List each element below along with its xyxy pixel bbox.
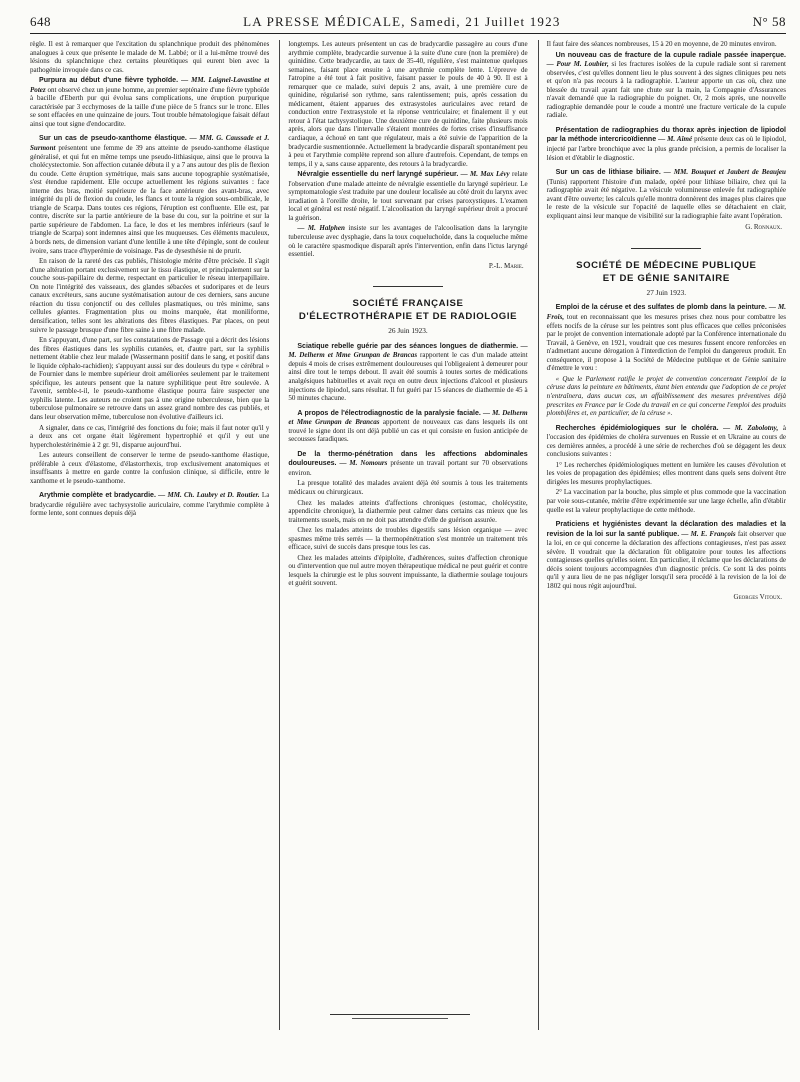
paragraph: La presque totalité des malades avaient déjà été soumis à tous les traitements médicaux ou chirurgicaux. (288, 479, 528, 496)
paragraph: longtemps. Les auteurs présentent un cas de bradycardie passagère au cours d'une arythmie complète, bradycardie survenue à la suite d'une cure (non la première) de quinidine. Cette bradycardie, au taux de 35-40, régulière, s'est maintenue quelques semaines, faisant place ensuite à une arythmie complète lente. L'épreuve de l'atropine a été tout à fait positive, faisant passer le pouls de 40 à 90. Il est à remarquer que ce malade, suivi depuis 2 ans, avait, à une première cure de quinidine, régularisé son rythme, sans ralentissement; puis, après cessation du médicament, étaient apparues des extrasystoles auriculaires avec retard de conduction entre l'extrasystole et la réponse ventriculaire; et finalement il y eut retour à l'état tachysystolique. Une deuxième cure de quinidine, faite plusieurs mois après, alors que dans l'intervalle s'étaient montrées de fortes crises d'insuffisance cardiaque, a échoué en tant que régulateur, mais a été suivie de l'apparition de la bradycardie susmentionnée. Actuellement la bradycardie disparaît spontanément peu à peu et l'arythmie complète reprend son allure d'autrefois. Cependant, de temps en temps, il y a, sans cause apparente, des retours à la bradycardie. (288, 40, 528, 168)
article-title: Sur un cas de lithiase biliaire. (555, 169, 661, 177)
society-name: SOCIÉTÉ FRANÇAISE (352, 298, 464, 310)
issue-date: Samedi, 21 Juillet 1923 (410, 14, 561, 29)
paragraph: règle. Il est à remarquer que l'excitation du splanchnique produit des phénomènes analogues à ceux que présente le malade de M. Labbé; or il a lui-même trouvé des lésions du splanchnique chez certains pleurétiques qui eurent bien avec la pathogénie invoquée dans ce cas. (30, 40, 270, 74)
article-lithiase (547, 168, 786, 232)
article-authors: — M. Frois, (546, 303, 786, 322)
article-text: à l'occasion des épidémies de choléra survenues en Russie et en Ukraine au cours de ces dernières années, a procédé à une série de recherches d'où se dégagent les deux conclusions suivantes : (546, 423, 786, 459)
article-authors: — MM. G. Caussade et J. Surmont (30, 134, 270, 153)
paragraph: Chez les malades atteints d'épiploïte, d'adhérences, suites d'affection chronique ou d'intervention que nul autre moyen thérapeutique médical ne peut guérir et contre lesquels la chirurgie est le plus souvent impuissante, la diathermie soulage toujours et guérit souvent. (288, 553, 528, 588)
column-3 (538, 40, 786, 1030)
society-name: ET DE GÉNIE SANITAIRE (602, 272, 730, 284)
article-ceruse (547, 303, 786, 417)
bottom-divider (330, 1014, 470, 1015)
article-authors: — MM. Laignel-Lavastine et Potez (30, 76, 270, 94)
article-authors: — M. Delherm et Mme Grunpan de Brancas (288, 408, 528, 427)
article-text: rapportent le cas d'un malade atteint depuis 4 mois de crises extrêmement douloureuses qui l'obligeaient à demeurer pour ainsi dire tout le temps debout. Il avait été soumis à toutes sortes de médications analgésiques habituelles et avait reçu en outre deux injections d'alcool et plusieurs injections de lipiodol, sans résultat. Il fut guéri par 15 séances de diathermie de 45 à 50 minutes chacune. (288, 351, 528, 403)
article-title: De la thermo-pénétration dans les affections abdominales douloureuses. (288, 450, 528, 468)
article-title: Sciatique rebelle guérie par des séances longues de diathermie. (297, 342, 519, 350)
paragraph: En raison de la rareté des cas publiés, l'histologie mérite d'être précisée. Il s'agit d'une altération portant exclusivement sur le tissu élastique, et principalement sur la couche sous-papillaire du derme, respectant en particulier le réseau interpapillaire. On note l'intégrité des vaisseaux, des glandes sébacées et sudoripares et de leurs canaux excréteurs, sans aucune systématisation autour de ces derniers, sans aucune réaction du tissu conjonctif ou des cellules plasmatiques, ou très minime, sans cellules géantes. Fragmentation plus ou moins marquée, état moniliforme, densification, telles sont les altérations des fibres élastiques. Par places, on peut suivre le passage brusque d'une fibre saine à une fibre malade. (30, 257, 270, 334)
article-text: présentent une femme de 39 ans atteinte de pseudo-xanthome élastique généralisé, et qui fut en même temps une pseudo-lithiasique, ainsi que le prouva la cholécystectomie. Son affection cutanée débuta il y a 7 ans autour des plis de flexion du coude. Cette éruption symétrique, mais sans aucune topographie systématisée, s'est étendue rapidement. Elle occupe actuellement les régions suivantes : face interne des bras, moitié supérieure de la face antérieure des avant-bras, avec intégrité du pli de flexion du coude, les flancs et toute la région sous-ombilicale, le triangle de Scarpa. Dans toutes ces régions, l'éruption est confluente. Elle est, par contre, discrète sur la partie antérieure de la base du cou, sur la poitrine et sur la partie supérieure de l'abdomen. La face, le dos et les membres inférieurs (sauf le triangle de Scarpa) sont indemnes ainsi que les muqueuses. Ces éléments maculeux, à bords nets, de dimension variant d'une lentille à une tête d'épingle, sont de couleur ivoire, sans trace d'hyperémie de voisinage. Pas de dysesthésie ni de prurit. (30, 144, 270, 255)
article-authors: — M. Max Lévy (460, 170, 510, 179)
article-title: Recherches épidémiologiques sur le choléra. (555, 424, 719, 432)
article-arythmie (30, 491, 269, 518)
divider (631, 248, 701, 249)
article-text: fait observer que la loi, en ce qui concerne la déclaration des affections contagieuses, n'est pas assez sévère. Il voudrait que la déclaration fût obligatoire pour toutes les affections contagieuses quelles qu'elles soient. En particulier, il réclame que les déclarations de décès soient toujours accompagnées d'un diagnostic précis. Ce sont là des points qu'il y aura lieu de ne pas négliger lorsqu'il sera procédé à la revision de la loi de 1802 qui nous régit aujourd'hui. (546, 529, 786, 590)
article-title: Arythmie complète et bradycardie. (39, 492, 156, 500)
journal-title (243, 14, 560, 30)
article-authors: — M. Halphen (297, 224, 345, 233)
article-title: Un nouveau cas de fracture de la cupule radiale passée inaperçue. (555, 51, 786, 59)
article-title: Sur un cas de pseudo-xanthome élastique. (39, 135, 187, 143)
article-authors: — M. Zabolotny, (723, 423, 779, 432)
article-electrodiagnostic (288, 409, 527, 444)
society-name: D'ÉLECTROTHÉRAPIE ET DE RADIOLOGIE (298, 311, 518, 323)
article-authors: — MM. Ch. Laubry et D. Routier. (158, 491, 260, 500)
page-header (30, 14, 786, 34)
article-title: Présentation de radiographies du thorax après injection de lipiodol par la méthode intercricoïdienne (546, 126, 786, 144)
article-authors: — M. Delherm et Mme Grunpan de Brancas (288, 341, 528, 360)
article-nevralgie (288, 170, 527, 270)
quoted-resolution: « Que le Parlement ratifie le projet de convention concernant l'emploi de la céruse dans la peinture en bâtiments, étant bien entendu que l'adoption de ce projet n'entraînera, dans aucun cas, un affaiblissement des mesures préventives déjà prescrites en France par le Code du travail en ce qui concerne l'emploi des produits plombifères et, en particulier, de la céruse ». (546, 374, 786, 418)
article-title: A propos de l'électrodiagnostic de la paralysie faciale. (297, 409, 481, 417)
signature: Georges Vitoux. (733, 593, 782, 602)
society-heading (288, 286, 527, 336)
article-text: tout en reconnaissant que les mesures prises chez nous pour combattre les effets nocifs de la céruse sur les peintres sont plus efficaces que celles préconisées par le projet de convention internationale adopté par la Conférence internationale du Travail, à Genève, en 1921, voudrait que ces mesures fussent encore renforcées en n'admettant aucune dérogation à l'interdiction de l'emploi du dangereux produit. En conséquence, il propose à la Société de Médecine publique et de Génie sanitaire d'émettre le vœu : (546, 313, 786, 373)
paragraph: 1° Les recherches épidémiologiques mettent en lumière les causes d'évolution et les voies de propagation des épidémies; elles montrent dans quels sens doivent être dirigées les mesures prophylactiques. (546, 460, 786, 486)
article-cholera (547, 424, 786, 514)
article-text: (Tunis) rapportent l'histoire d'un malade, opéré pour lithiase biliaire, chez qui la radiographie avait été négative. La vésicule volumineuse enlevée fut radiographiée avant d'être ouverte; les calculs qu'elle montra donnèrent des images plus claires que le reste de la vésicule sur l'opacité de laquelle elles se détachaient en clair, expliquant ainsi leur manque de visibilité sur la radiographie faite avant l'opération. (546, 177, 786, 220)
article-text: si les fractures isolées de la cupule radiale sont si rarement observées, c'est qu'elles donnent lieu le plus souvent à des signes cliniques peu nets et qu'on n'a pas recours à la radiographie. L'auteur apporte un cas où, chez une blessée du travail ayant fait une chute sur la main, la Compagnie d'Assurances n'avait demandé que la radiographie du poignet. Or, 2 mois après, une nouvelle radiographie demandée pour le coude a montré une fracture verticale de la cupule radiale. (546, 60, 786, 120)
page-number: 648 (30, 14, 51, 29)
signature: P.-L. Marie. (488, 261, 524, 270)
paragraph: En s'appuyant, d'une part, sur les constatations de Passage qui a décrit des lésions des fibres élastiques dans les syphilis cutanées, et, d'autre part, sur la syphilis nettement établie chez leur malade (Wassermann positif dans le sang, et positif dans le liquide céphalo-rachidien); s'appuyant aussi sur des douleurs du type « cérébral » de Fournier dans le membre supérieur droit améliorées seulement par le traitement spécifique, les auteurs pensent que la nature syphilitique peut être soulevée. A l'avenir, semble-t-il, le pseudo-xanthome élastique pourra faire suspecter une syphilis latente. Les auteurs ne croient pas à une origine tuberculeuse, bien que la tuberculose pulmonaire se retrouve dans un assez grand nombre des cas publiés, et dans leur observation même, tuberculose non évolutive d'ailleurs ici. (30, 336, 270, 421)
article-text: relate l'observation d'une malade atteinte de névralgie essentielle du laryngé supérieur. Le symptomatologie s'est traduite par une douleur localisée au côté droit du larynx avec irradiation à l'oreille droite, le tout survenant par crises paroxystiques. L'examen local et général est resté négatif. L'alcoolisation du laryngé supérieur droit a procuré la guérison. (288, 170, 528, 222)
article-pseudo-xanthome (30, 134, 269, 485)
article-authors: — M. Aîmé (658, 135, 693, 144)
article-columns (30, 40, 786, 1030)
article-declaration (547, 520, 786, 602)
journal-name: LA PRESSE MÉDICALE, (243, 14, 406, 29)
article-text: présente un travail portant sur 70 observations environ. (288, 459, 528, 477)
signature: G. Ronnaux. (745, 223, 782, 232)
article-thermo-penetration (288, 450, 527, 588)
article-text: ont observé chez un jeune homme, au premier septénaire d'une fièvre typhoïde à bacille d'Eberth pur qui évolua sans complications, une éruption purpurique caractérisée par 3 ecchymoses de la taille d'une pièce de 5 francs sur le tronc. Elles se sont effacées en une quinzaine de jours. Tout trouble hématologique faisait défaut ainsi que tout signe d'endocardite. (30, 85, 270, 128)
divider (373, 286, 443, 287)
article-title: Emploi de la céruse et des sulfates de plomb dans la peinture. (555, 304, 767, 312)
article-authors: — MM. Bouquet et Jaubert de Beaujeu (663, 168, 786, 177)
article-text: présente deux cas où le lipiodol, injecté par l'arbre bronchique avec la plus grande précision, a permis de localiser la lésion et d'établir le diagnostic. (546, 135, 786, 162)
paragraph: Il faut faire des séances nombreuses, 15 à 20 en moyenne, de 20 minutes environ. (546, 40, 777, 48)
article-authors: — M. Nomours (339, 459, 388, 468)
issue-number: N° 58 (752, 14, 786, 29)
society-name: SOCIÉTÉ DE MÉDECINE PUBLIQUE (576, 259, 757, 271)
article-sciatique (288, 342, 527, 403)
article-authors: — M. E. François (681, 529, 736, 538)
article-purpura (30, 76, 269, 128)
article-cupule-radiale (547, 51, 786, 120)
session-date: 26 Juin 1923. (388, 326, 428, 336)
paragraph: Chez les malades atteints de troubles digestifs sans lésion organique — avec spasmes même très serrés — la thermopénétration s'est montrée un traitement très efficace, suivi de succès dans presque tous les cas. (288, 526, 528, 552)
article-text: La bradycardie régulière avec tachysystolie auriculaire, comme l'arythmie complète à forme lente, sont connues depuis déjà (30, 491, 270, 518)
paragraph: A signaler, dans ce cas, l'intégrité des fonctions du foie; mais il faut noter qu'il y a deux ans cet organe était légèrement hypertrophié et qu'il y eut une hypercholestérinémie à 2 gr. 91, disparue aujourd'hui. (30, 423, 270, 449)
paragraph: 2° La vaccination par la bouche, plus simple et plus commode que la vaccination par voie sous-cutanée, mérite d'être expérimentée sur une large échelle, afin d'établir quelle est la valeur prophylactique de cette méthode. (546, 488, 786, 514)
society-heading (547, 248, 786, 298)
article-text: insiste sur les avantages de l'alcoolisation dans la laryngite tuberculeuse avec dysphagie, dans la toux coqueluchoïde, dans la coqueluche même où le caractère spasmodique disparaît après l'intervention, enfin dans l'ictus laryngé essentiel. (288, 224, 528, 259)
paragraph: Chez les malades atteints d'affections chroniques (estomac, cholécystite, appendicite chronique), la diathermie peut calmer dans certains cas mieux que les traitements usuels, mais on ne doit pas attendre d'elle de guérison assurée. (288, 498, 528, 524)
article-title: Purpura au début d'une fièvre typhoïde. (39, 77, 179, 85)
session-date: 27 Juin 1923. (646, 287, 687, 297)
article-lipiodol (547, 126, 786, 162)
column-1 (30, 40, 269, 1030)
bottom-divider (352, 1018, 448, 1019)
article-text: apportent de nouveaux cas dans lesquels ils ont trouvé le signe dont ils ont déjà publié un cas et qui consiste en fusion anticipée de secousses faradiques. (288, 418, 528, 444)
article-authors: — Pour M. Loubier, (546, 60, 609, 69)
article-title: Névralgie essentielle du nerf laryngé supérieur. (297, 171, 459, 179)
paragraph: Les auteurs conseillent de conserver le terme de pseudo-xanthome élastique, préférable à ceux d'élastome, d'élastorrhexis, trop exclusivement anatomiques et insuffisants à mettre en garde contre la confusion clinique, si difficile, entre le xanthome et le pseudo-xanthome. (30, 451, 270, 485)
column-2 (279, 40, 527, 1030)
article-title: Praticiens et hygiénistes devant la déclaration des maladies et la revision de la loi sur la santé publique. (546, 521, 786, 538)
